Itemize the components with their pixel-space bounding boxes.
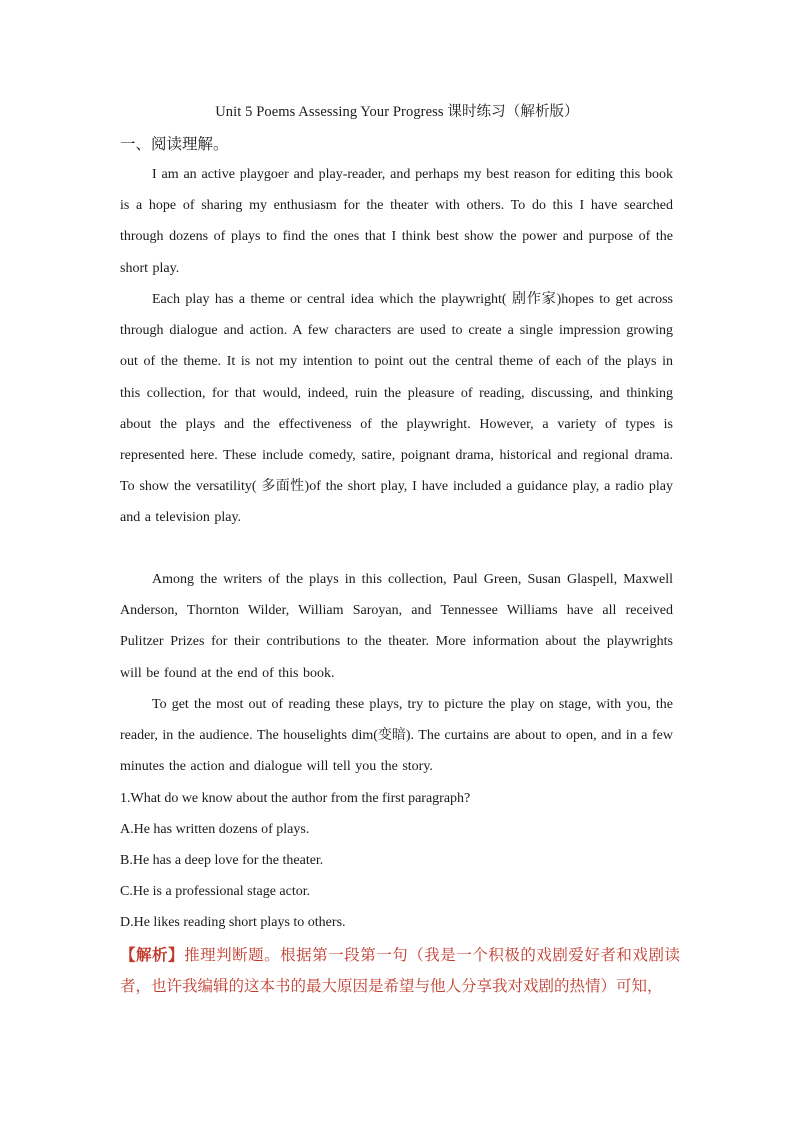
analysis-block: [120, 940, 680, 1002]
page-title: Unit 5 Poems Assessing Your Progress 课时练习（解析版）: [215, 104, 579, 120]
option-c: C.He is a professional stage actor.: [120, 884, 311, 899]
passage-paragraph-1: I am an active playgoer and play-reader, and perhaps my best reason for editing this book is a hope of sharing my enthusiasm for the theater with others. To do this I have searched through dozens of plays to find the ones that I think best show the power and purpose of the short play.: [120, 167, 673, 276]
section-heading: 一、阅读理解。: [120, 135, 229, 153]
option-a: A.He has written dozens of plays.: [120, 822, 310, 837]
analysis-tag: 【解析】: [120, 946, 185, 964]
passage-paragraph-4: To get the most out of reading these plays, try to picture the play on stage, with you, the reader, in the audience. The houselights dim(变暗). The curtains are about to open, and in a few minutes the action and dialogue will tell you the story.: [120, 697, 673, 775]
question-stem: 1.What do we know about the author from the first paragraph?: [120, 791, 471, 806]
analysis-text: 推理判断题。根据第一段第一句（我是一个积极的戏剧爱好者和戏剧读者，也许我编辑的这本书的最大原因是希望与他人分享我对戏剧的热情）可知，: [120, 946, 680, 995]
option-d: D.He likes reading short plays to others.: [120, 915, 346, 930]
passage-paragraph-2: Each play has a theme or central idea which the playwright( 剧作家)hopes to get across through dialogue and action. A few characters are used to create a single impression growing out of the theme. It is not my intention to point out the central theme of each of the plays in this collection, for that would, indeed, ruin the pleasure of reading, discussing, and thinking about the plays and the effectiveness of the playwright. However, a variety of types is represented here. These include comedy, satire, poignant drama, historical and regional drama. To show the versatility( 多面性)of the short play, I have included a guidance play, a radio play and a television play.: [120, 292, 673, 526]
option-b: B.He has a deep love for the theater.: [120, 853, 324, 868]
passage-paragraph-3: Among the writers of the plays in this collection, Paul Green, Susan Glaspell, Maxwell Anderson, Thornton Wilder, William Saroyan, and Tennessee Williams have all received Pulitzer Prizes for their contributions to the theater. More information about the playwrights will be found at the end of this book.: [120, 572, 673, 681]
